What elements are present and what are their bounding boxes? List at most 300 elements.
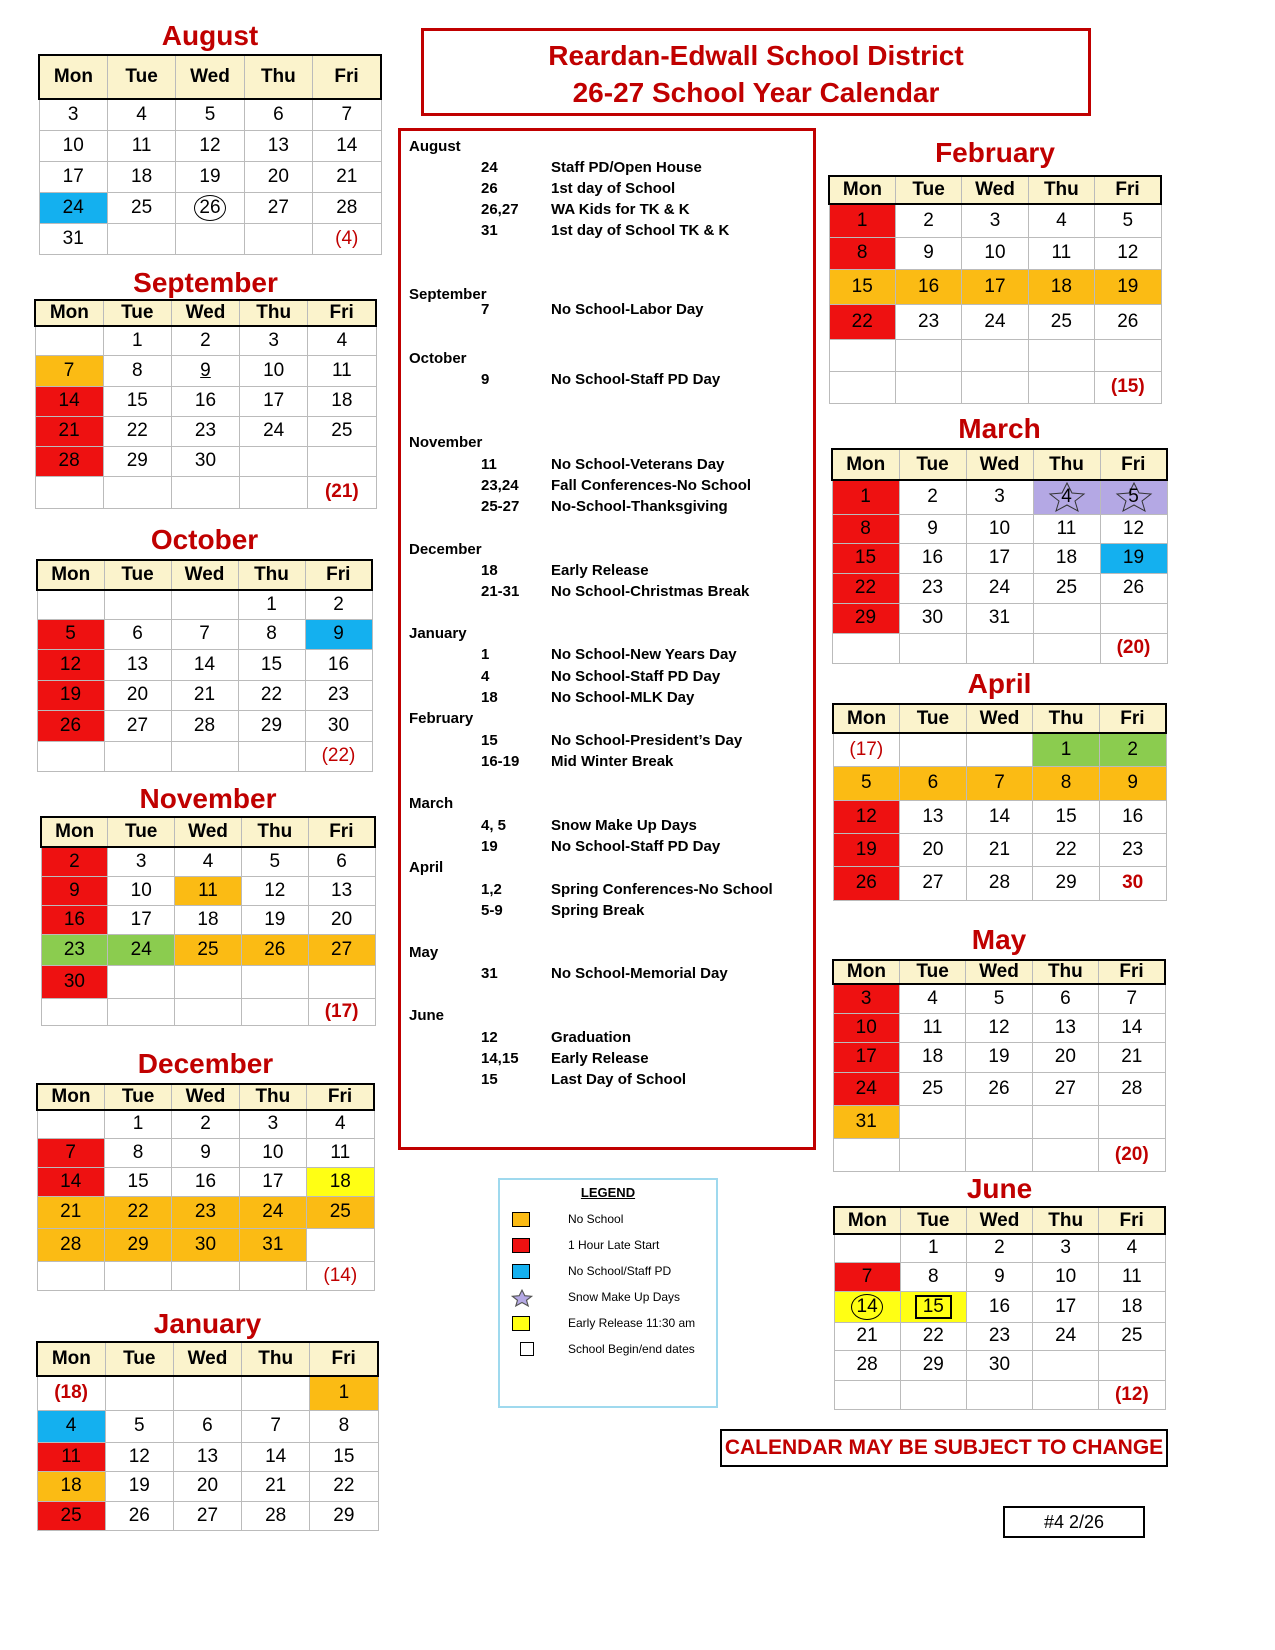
day-cell bbox=[1095, 371, 1161, 403]
weekday-header: Tue bbox=[103, 300, 171, 326]
empty-cell bbox=[1032, 1105, 1098, 1138]
day-cell bbox=[107, 192, 175, 223]
week-row bbox=[35, 476, 376, 508]
event-month-heading: June bbox=[409, 1007, 445, 1024]
day-number: 26 bbox=[1122, 577, 1145, 598]
legend-label: Snow Make Up Days bbox=[568, 1290, 681, 1304]
weekday-header: Mon bbox=[37, 1342, 105, 1376]
day-cell bbox=[829, 237, 895, 269]
day-cell bbox=[1033, 573, 1100, 603]
week-row bbox=[37, 619, 372, 649]
day-number: 6 bbox=[1060, 987, 1071, 1009]
day-cell bbox=[895, 237, 961, 269]
day-number: 17 bbox=[263, 390, 285, 411]
month-title: February bbox=[935, 137, 1055, 168]
week-row bbox=[833, 766, 1166, 800]
day-cell bbox=[104, 710, 171, 741]
day-number: 14 bbox=[265, 1445, 287, 1467]
day-number: 1 bbox=[856, 209, 868, 231]
day-cell bbox=[832, 480, 899, 514]
day-number: 26 bbox=[59, 714, 82, 736]
empty-cell bbox=[829, 371, 895, 403]
week-row bbox=[37, 1110, 374, 1138]
day-cell bbox=[1028, 304, 1094, 339]
month-title: December bbox=[137, 1048, 274, 1079]
day-number: 15 bbox=[260, 653, 283, 675]
day-number: 12 bbox=[1117, 242, 1139, 263]
month-title: April bbox=[967, 668, 1032, 699]
weekday-header: Mon bbox=[35, 300, 103, 326]
weekday-header: Thu bbox=[244, 55, 312, 99]
day-number: 14 bbox=[851, 1294, 883, 1320]
day-cell bbox=[1099, 1013, 1165, 1042]
day-cell bbox=[171, 619, 238, 649]
instructional-day-count: (18) bbox=[54, 1382, 88, 1404]
event-description: Fall Conferences-No School bbox=[551, 477, 752, 494]
week-row bbox=[829, 269, 1161, 304]
day-cell bbox=[240, 416, 308, 446]
day-cell bbox=[966, 800, 1033, 833]
event-date: 26 bbox=[481, 180, 498, 197]
day-cell bbox=[966, 603, 1033, 633]
empty-cell bbox=[104, 590, 171, 619]
day-number: 8 bbox=[338, 1415, 350, 1436]
empty-cell bbox=[37, 1110, 104, 1138]
day-cell bbox=[833, 1013, 899, 1042]
week-row bbox=[832, 573, 1167, 603]
day-number: 27 bbox=[126, 714, 149, 736]
event-month-heading: February bbox=[409, 710, 474, 727]
month-grid bbox=[833, 1206, 1166, 1410]
day-number: 28 bbox=[60, 1233, 82, 1255]
day-number: 25 bbox=[60, 1504, 82, 1526]
event-description: No School-Staff PD Day bbox=[551, 371, 721, 388]
day-cell bbox=[1032, 1013, 1098, 1042]
day-cell bbox=[37, 1196, 104, 1228]
weekday-header: Fri bbox=[308, 817, 375, 847]
empty-cell bbox=[900, 733, 967, 766]
day-cell bbox=[832, 573, 899, 603]
day-number: 20 bbox=[267, 165, 289, 187]
day-number: 8 bbox=[860, 517, 871, 539]
day-number: 4 bbox=[202, 850, 214, 872]
weekday-header: Tue bbox=[105, 1342, 173, 1376]
day-cell bbox=[241, 934, 308, 965]
empty-cell bbox=[241, 965, 308, 998]
weekday-header: Fri bbox=[310, 1342, 378, 1376]
day-number: 25 bbox=[922, 1077, 944, 1099]
legend-swatch-white bbox=[520, 1342, 534, 1356]
day-number: 8 bbox=[856, 242, 868, 263]
event-description: No School-Christmas Break bbox=[551, 583, 750, 600]
day-number: 17 bbox=[262, 1170, 284, 1192]
day-cell bbox=[35, 446, 103, 476]
day-number: 2 bbox=[994, 1237, 1005, 1259]
day-number: 29 bbox=[127, 1233, 149, 1255]
weekday-header: Wed bbox=[966, 704, 1033, 733]
empty-cell bbox=[171, 476, 239, 508]
day-number: 11 bbox=[1056, 517, 1077, 539]
event-month-heading: August bbox=[409, 138, 461, 155]
day-number: 22 bbox=[922, 1325, 944, 1346]
weekday-header: Fri bbox=[1095, 176, 1161, 204]
week-row bbox=[35, 386, 376, 416]
day-cell bbox=[966, 480, 1033, 514]
week-row bbox=[833, 800, 1166, 833]
day-cell bbox=[1099, 833, 1166, 866]
day-number: 12 bbox=[988, 1016, 1010, 1038]
legend bbox=[498, 1178, 718, 1408]
day-cell bbox=[37, 1376, 105, 1410]
day-cell bbox=[105, 1471, 173, 1501]
event-description: WA Kids for TK & K bbox=[551, 201, 690, 218]
day-cell bbox=[176, 99, 244, 130]
day-cell bbox=[900, 766, 967, 800]
day-number: 18 bbox=[1050, 275, 1072, 297]
day-number: 13 bbox=[1054, 1016, 1076, 1038]
day-number: 5 bbox=[204, 103, 216, 125]
day-cell bbox=[41, 876, 108, 905]
day-cell bbox=[829, 304, 895, 339]
event-date: 25-27 bbox=[481, 498, 520, 515]
legend-item bbox=[512, 1314, 712, 1334]
legend-label: Early Release 11:30 am bbox=[568, 1316, 696, 1330]
weekday-header: Thu bbox=[1033, 1207, 1099, 1234]
empty-cell bbox=[1099, 1350, 1165, 1380]
empty-cell bbox=[242, 1376, 310, 1410]
week-row bbox=[37, 1261, 374, 1290]
day-number: 31 bbox=[855, 1110, 877, 1132]
week-row bbox=[833, 1138, 1165, 1171]
day-cell bbox=[899, 514, 966, 543]
day-number: 13 bbox=[126, 653, 149, 675]
month-grid bbox=[831, 448, 1168, 664]
day-cell bbox=[105, 1501, 173, 1530]
weekday-header: Wed bbox=[173, 1342, 241, 1376]
day-number: 9 bbox=[994, 1265, 1005, 1287]
week-row bbox=[37, 1376, 378, 1410]
day-number: 20 bbox=[1054, 1046, 1076, 1067]
day-cell bbox=[1100, 573, 1167, 603]
district-name: Reardan-Edwall School District bbox=[548, 40, 964, 71]
week-row bbox=[833, 833, 1166, 866]
day-number: 8 bbox=[1060, 772, 1072, 793]
day-number: 22 bbox=[127, 1201, 149, 1222]
month-grid bbox=[36, 1341, 379, 1531]
day-number: 6 bbox=[336, 850, 347, 872]
weekday-header: Wed bbox=[172, 1084, 239, 1110]
day-number: 2 bbox=[333, 593, 344, 615]
month-grid bbox=[40, 816, 376, 1026]
day-number: 4 bbox=[1056, 209, 1067, 231]
week-row bbox=[832, 480, 1167, 514]
day-number: 1 bbox=[131, 329, 143, 351]
day-number: 1 bbox=[860, 486, 871, 508]
day-cell bbox=[1033, 833, 1100, 866]
day-number: 20 bbox=[922, 838, 944, 860]
week-row bbox=[41, 965, 375, 998]
day-cell bbox=[966, 1013, 1032, 1042]
instructional-day-count: (15) bbox=[1110, 376, 1145, 397]
day-number: 16 bbox=[194, 1170, 217, 1192]
day-cell bbox=[37, 649, 104, 680]
day-cell bbox=[108, 934, 175, 965]
day-cell bbox=[41, 847, 108, 876]
day-number: 10 bbox=[855, 1016, 877, 1038]
empty-cell bbox=[308, 965, 375, 998]
day-cell bbox=[175, 905, 242, 934]
event-date: 31 bbox=[481, 965, 498, 982]
day-number: 22 bbox=[854, 577, 877, 598]
day-cell bbox=[105, 1442, 173, 1471]
day-number: 30 bbox=[327, 714, 350, 736]
day-cell bbox=[1033, 866, 1100, 900]
day-number: 7 bbox=[1126, 987, 1138, 1009]
day-number: 4 bbox=[336, 329, 348, 351]
empty-cell bbox=[171, 590, 238, 619]
day-cell bbox=[1032, 1042, 1098, 1072]
legend-label: No School/Staff PD bbox=[568, 1264, 672, 1278]
day-number: 28 bbox=[336, 196, 358, 218]
weekday-header: Thu bbox=[242, 1342, 310, 1376]
day-number: 25 bbox=[197, 938, 219, 960]
day-number: 1 bbox=[1060, 738, 1072, 760]
empty-cell bbox=[241, 998, 308, 1025]
day-cell bbox=[1033, 1234, 1099, 1262]
empty-cell bbox=[962, 339, 1028, 371]
day-number: 16 bbox=[327, 653, 350, 675]
day-number: 6 bbox=[202, 1415, 213, 1436]
day-number: 1 bbox=[266, 593, 277, 615]
empty-cell bbox=[175, 965, 242, 998]
day-number: 28 bbox=[988, 872, 1011, 893]
day-cell bbox=[108, 876, 175, 905]
weekday-header: Thu bbox=[239, 1084, 306, 1110]
month-grid bbox=[34, 299, 377, 509]
event-description: No School-New Years Day bbox=[551, 646, 737, 663]
week-row bbox=[37, 1410, 378, 1442]
day-cell bbox=[834, 1322, 900, 1350]
day-number: 9 bbox=[923, 242, 934, 263]
week-row bbox=[35, 355, 376, 386]
day-cell bbox=[1033, 514, 1100, 543]
day-number: 30 bbox=[988, 1354, 1011, 1375]
month-title: March bbox=[958, 413, 1041, 444]
empty-cell bbox=[1033, 633, 1100, 663]
day-cell bbox=[104, 1228, 171, 1261]
day-number: 8 bbox=[132, 1141, 144, 1163]
day-number: 25 bbox=[329, 1201, 351, 1222]
day-cell bbox=[37, 619, 104, 649]
empty-cell bbox=[1099, 1105, 1165, 1138]
week-row bbox=[834, 1380, 1165, 1409]
day-number: 4 bbox=[927, 987, 938, 1009]
day-number: 5 bbox=[861, 772, 872, 793]
day-cell bbox=[105, 1410, 173, 1442]
weekday-header: Wed bbox=[962, 176, 1028, 204]
day-cell bbox=[41, 905, 108, 934]
week-row bbox=[37, 1138, 374, 1167]
day-cell bbox=[899, 603, 966, 633]
day-cell bbox=[173, 1410, 241, 1442]
day-number: 24 bbox=[1055, 1325, 1077, 1346]
day-cell bbox=[308, 905, 375, 934]
day-number: 16 bbox=[921, 547, 944, 568]
week-row bbox=[833, 1105, 1165, 1138]
week-row bbox=[37, 1442, 378, 1471]
day-number: 19 bbox=[855, 838, 877, 860]
month-grid bbox=[832, 959, 1166, 1172]
day-number: 27 bbox=[1054, 1077, 1076, 1099]
day-cell bbox=[35, 416, 103, 446]
weekday-header: Thu bbox=[238, 560, 305, 590]
change-notice: CALENDAR MAY BE SUBJECT TO CHANGE bbox=[720, 1429, 1168, 1467]
day-cell bbox=[1100, 543, 1167, 573]
week-row bbox=[37, 1228, 374, 1261]
day-cell bbox=[1095, 204, 1161, 237]
day-cell bbox=[1095, 269, 1161, 304]
day-number: 22 bbox=[333, 1475, 355, 1496]
day-number: 15 bbox=[333, 1445, 355, 1467]
week-row bbox=[834, 1322, 1165, 1350]
day-cell bbox=[1028, 237, 1094, 269]
day-number: 19 bbox=[988, 1046, 1010, 1067]
legend-label: No School bbox=[568, 1212, 624, 1226]
day-cell bbox=[239, 1138, 306, 1167]
week-row bbox=[37, 1471, 378, 1501]
day-cell bbox=[305, 619, 372, 649]
event-month-heading: November bbox=[409, 434, 483, 451]
week-row bbox=[41, 876, 375, 905]
day-cell bbox=[899, 543, 966, 573]
day-cell bbox=[1099, 866, 1166, 900]
day-number: 28 bbox=[856, 1354, 878, 1375]
day-cell bbox=[832, 514, 899, 543]
day-number: 18 bbox=[131, 165, 153, 187]
day-cell bbox=[238, 710, 305, 741]
day-cell bbox=[900, 1234, 966, 1262]
day-number: 26 bbox=[264, 938, 286, 960]
day-cell bbox=[1033, 1322, 1099, 1350]
legend-star-icon bbox=[509, 1288, 535, 1308]
weekday-header: Mon bbox=[829, 176, 895, 204]
empty-cell bbox=[41, 998, 108, 1025]
day-cell bbox=[307, 1167, 374, 1196]
day-cell bbox=[240, 326, 308, 355]
day-number: 16 bbox=[1122, 805, 1144, 827]
day-number: 30 bbox=[921, 607, 944, 628]
day-cell bbox=[899, 1042, 965, 1072]
empty-cell bbox=[239, 1261, 306, 1290]
day-number: 21 bbox=[193, 684, 216, 705]
day-cell bbox=[108, 905, 175, 934]
weekday-header: Thu bbox=[1033, 449, 1100, 480]
day-number: 23 bbox=[194, 420, 217, 441]
day-cell bbox=[833, 866, 900, 900]
empty-cell bbox=[1095, 339, 1161, 371]
day-cell bbox=[173, 1501, 241, 1530]
day-cell bbox=[308, 847, 375, 876]
day-cell bbox=[35, 386, 103, 416]
event-date: 24 bbox=[481, 159, 498, 176]
instructional-day-count: (21) bbox=[324, 481, 359, 502]
day-cell bbox=[37, 1501, 105, 1530]
day-number: 11 bbox=[332, 359, 352, 381]
event-date: 31 bbox=[481, 222, 498, 239]
weekday-header: Wed bbox=[176, 55, 244, 99]
day-cell bbox=[107, 161, 175, 192]
day-number: 18 bbox=[331, 390, 353, 411]
day-cell bbox=[37, 1138, 104, 1167]
week-row bbox=[37, 1196, 374, 1228]
event-date: 18 bbox=[481, 689, 498, 706]
day-cell bbox=[238, 590, 305, 619]
day-cell bbox=[310, 1442, 378, 1471]
day-number: 16 bbox=[63, 908, 85, 930]
legend-item bbox=[512, 1288, 712, 1308]
day-cell bbox=[1100, 633, 1167, 663]
day-number: 2 bbox=[200, 329, 211, 351]
day-cell bbox=[103, 446, 171, 476]
day-cell bbox=[895, 304, 961, 339]
day-number: 13 bbox=[331, 879, 353, 901]
day-cell bbox=[899, 1013, 965, 1042]
empty-cell bbox=[966, 1105, 1032, 1138]
day-cell bbox=[107, 99, 175, 130]
day-number: 13 bbox=[922, 805, 944, 827]
day-cell bbox=[103, 386, 171, 416]
day-number: 31 bbox=[262, 1233, 284, 1255]
legend-swatch-yellow bbox=[512, 1316, 530, 1331]
day-cell bbox=[899, 573, 966, 603]
week-row bbox=[834, 1291, 1165, 1322]
day-cell bbox=[310, 1376, 378, 1410]
day-cell bbox=[175, 847, 242, 876]
day-number: 23 bbox=[327, 684, 350, 705]
empty-cell bbox=[895, 339, 961, 371]
day-number: 9 bbox=[333, 623, 344, 644]
weekday-header: Tue bbox=[104, 1084, 171, 1110]
day-cell bbox=[1033, 1291, 1099, 1322]
day-cell bbox=[900, 1291, 966, 1322]
day-number: 21 bbox=[1121, 1046, 1143, 1067]
day-number: 15 bbox=[851, 275, 873, 297]
day-number: 19 bbox=[59, 684, 82, 705]
day-number: 9 bbox=[200, 1141, 211, 1163]
day-number: 6 bbox=[927, 772, 939, 793]
day-number: 2 bbox=[923, 209, 934, 231]
empty-cell bbox=[103, 476, 171, 508]
week-row bbox=[35, 446, 376, 476]
day-number: 28 bbox=[193, 714, 216, 736]
event-month-heading: March bbox=[409, 795, 454, 812]
day-cell bbox=[103, 326, 171, 355]
day-cell bbox=[39, 161, 107, 192]
day-number: 18 bbox=[329, 1170, 351, 1192]
day-number: 10 bbox=[130, 879, 152, 901]
day-cell bbox=[305, 590, 372, 619]
day-cell bbox=[171, 680, 238, 710]
day-number: 18 bbox=[60, 1475, 82, 1496]
day-cell bbox=[307, 1138, 374, 1167]
day-number: 14 bbox=[1121, 1016, 1143, 1038]
instructional-day-count: (17) bbox=[324, 1000, 359, 1022]
week-row bbox=[833, 984, 1165, 1013]
day-number: 19 bbox=[264, 908, 286, 930]
event-description: Graduation bbox=[551, 1029, 632, 1046]
day-number: 30 bbox=[1122, 872, 1144, 893]
empty-cell bbox=[966, 633, 1033, 663]
